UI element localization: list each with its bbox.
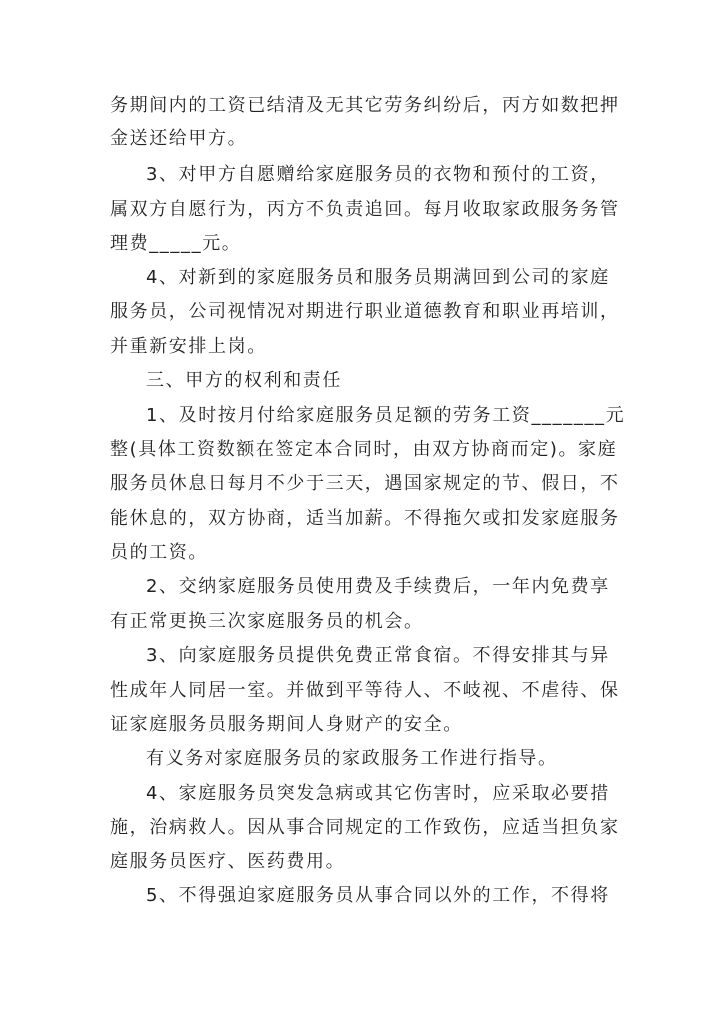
text-line: 员的工资。	[110, 542, 208, 563]
text-line: 能休息的，双方协商，适当加薪。不得拖欠或扣发家庭服务	[110, 508, 620, 529]
text-line: 理费_____元。	[110, 233, 242, 254]
text-line: 服务员休息日每月不少于三天，遇国家规定的节、假日，不	[110, 473, 620, 494]
text-line: 4、对新到的家庭服务员和服务员期满回到公司的家庭	[146, 267, 610, 288]
text-line: 整(具体工资数额在签定本合同时，由双方协商而定)。家庭	[110, 439, 618, 460]
text-line: 4、家庭服务员突发急病或其它伤害时，应采取必要措	[146, 783, 610, 804]
text-line: 性成年人同居一室。并做到平等待人、不岐视、不虐待、保	[110, 680, 620, 701]
text-line: 3、对甲方自愿赠给家庭服务员的衣物和预付的工资，	[146, 164, 610, 185]
text-line: 金送还给甲方。	[110, 128, 248, 149]
text-line: 证家庭服务员服务期间人身财产的安全。	[110, 714, 463, 735]
section-heading: 三、甲方的权利和责任	[146, 370, 342, 391]
text-line: 属双方自愿行为，丙方不负责追回。每月收取家政服务务管	[110, 199, 620, 220]
text-line: 有正常更换三次家庭服务员的机会。	[110, 611, 424, 632]
text-line: 5、不得强迫家庭服务员从事合同以外的工作，不得将	[146, 885, 610, 906]
text-line: 2、交纳家庭服务员使用费及手续费后，一年内免费享	[146, 576, 610, 597]
text-line: 并重新安排上岗。	[110, 336, 267, 357]
text-line: 施，治病救人。因从事合同规定的工作致伤，应适当担负家	[110, 817, 620, 838]
text-line: 1、及时按月付给家庭服务员足额的劳务工资_______元	[146, 405, 626, 426]
text-line: 3、向家庭服务员提供免费正常食宿。不得安排其与异	[146, 645, 610, 666]
text-line: 服务员，公司视情况对期进行职业道德教育和职业再培训，	[110, 301, 620, 322]
text-line: 庭服务员医疗、医药费用。	[110, 851, 346, 872]
text-line: 有义务对家庭服务员的家政服务工作进行指导。	[146, 748, 558, 769]
text-line: 务期间内的工资已结清及无其它劳务纠纷后，丙方如数把押	[110, 95, 620, 116]
